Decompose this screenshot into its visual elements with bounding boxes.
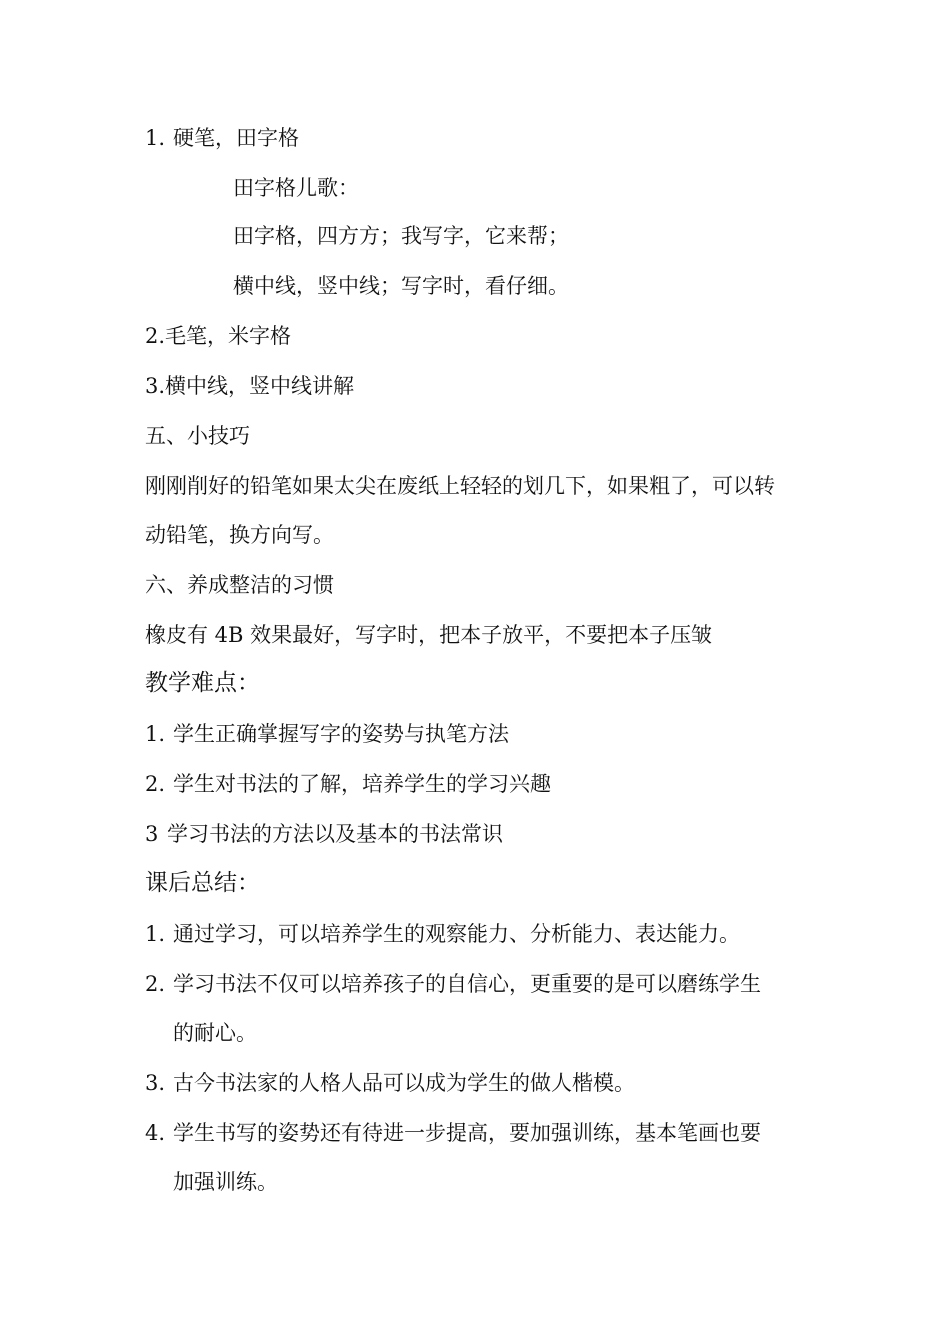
item-number: 1. — [145, 922, 166, 946]
item-text: 硬笔，田字格 — [173, 126, 299, 150]
item-number: 1. — [145, 126, 166, 150]
paragraph-line: 动铅笔，换方向写。 — [145, 523, 334, 547]
item-text: 学生正确掌握写字的姿势与执笔方法 — [173, 722, 509, 746]
paragraph-line: 橡皮有 4B 效果最好，写字时，把本子放平，不要把本子压皱 — [145, 623, 713, 647]
song-line: 田字格，四方方；我写字，它来帮； — [233, 224, 569, 248]
item-number: 4. — [145, 1121, 166, 1145]
list-item — [145, 970, 761, 998]
section-heading: 五、小技巧 — [145, 424, 250, 448]
section-heading: 教学难点： — [145, 670, 260, 696]
item-continuation: 的耐心。 — [173, 1021, 257, 1045]
item-continuation: 加强训练。 — [173, 1170, 278, 1194]
item-text: 学生书写的姿势还有待进一步提高，要加强训练，基本笔画也要 — [173, 1121, 761, 1145]
paragraph-line: 刚刚削好的铅笔如果太尖在废纸上轻轻的划几下，如果粗了，可以转 — [145, 474, 775, 498]
item-text: 学生对书法的了解，培养学生的学习兴趣 — [173, 772, 551, 796]
item-number: 3. — [145, 1071, 166, 1095]
section-heading: 课后总结： — [145, 870, 260, 896]
list-item — [145, 770, 551, 798]
list-item — [145, 124, 299, 152]
item-text: 通过学习，可以培养学生的观察能力、分析能力、表达能力。 — [173, 922, 740, 946]
item-number: 1. — [145, 722, 166, 746]
list-item — [145, 720, 509, 748]
list-item — [145, 820, 503, 848]
section-heading: 六、养成整洁的习惯 — [145, 573, 334, 597]
list-item — [145, 920, 740, 948]
list-item: 3.横中线，竖中线讲解 — [145, 374, 355, 398]
item-text: 学习书法的方法以及基本的书法常识 — [167, 822, 503, 846]
item-text: 学习书法不仅可以培养孩子的自信心，更重要的是可以磨练学生 — [173, 972, 761, 996]
song-title: 田字格儿歌： — [233, 176, 359, 200]
item-number: 3 — [145, 822, 159, 846]
item-text: 古今书法家的人格人品可以成为学生的做人楷模。 — [173, 1071, 635, 1095]
list-item — [145, 1069, 635, 1097]
item-number: 2. — [145, 772, 166, 796]
list-item — [145, 1119, 761, 1147]
song-line: 横中线，竖中线；写字时，看仔细。 — [233, 274, 569, 298]
item-number: 2. — [145, 972, 166, 996]
list-item: 2.毛笔，米字格 — [145, 324, 292, 348]
